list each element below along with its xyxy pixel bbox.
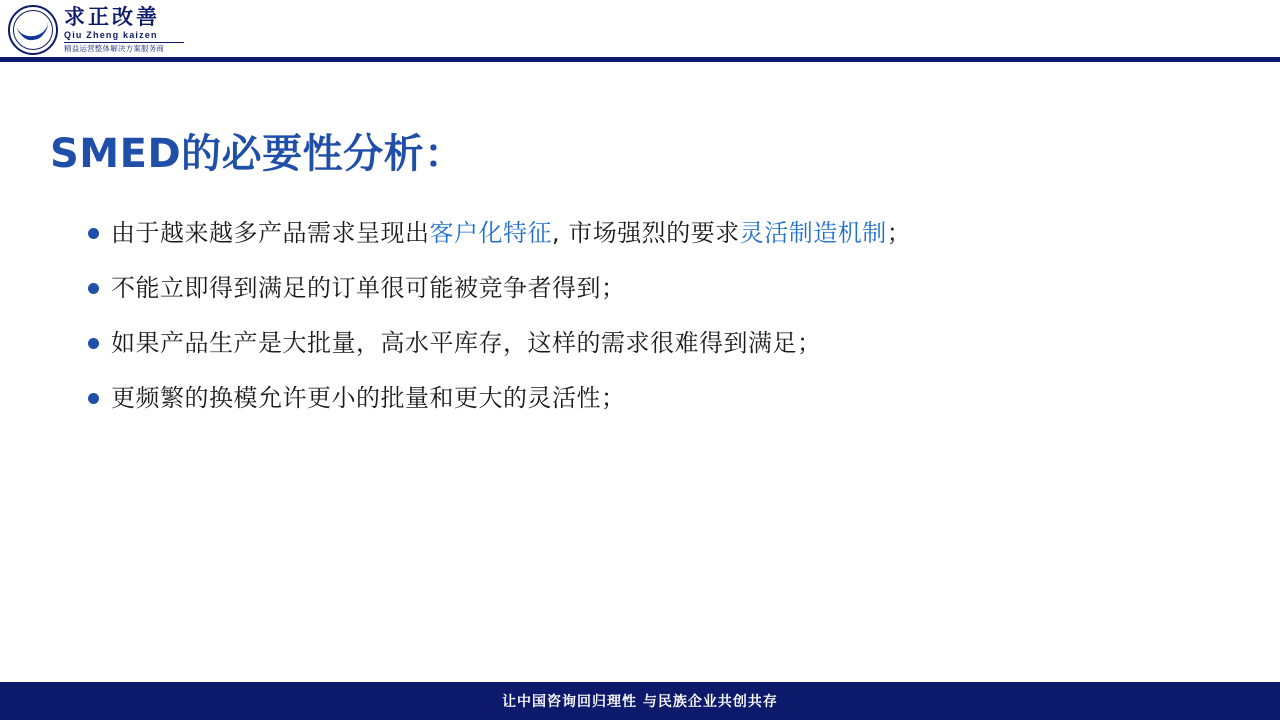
plain-phrase: , 市场强烈的要求 [552,219,740,247]
highlighted-phrase: 客户化特征 [429,219,552,247]
list-item [88,270,1208,306]
slide-title-rest: 的必要性分析： [181,131,465,177]
logo-tagline: 精益运营整体解决方案服务商 [64,44,165,54]
bullet-dot-icon [88,393,99,404]
bullet-text-0 [111,215,911,251]
logo-text-block [64,7,184,53]
plain-phrase: 如果产品生产是大批量，高水平库存，这样的需求很难得到满足； [111,329,822,357]
highlighted-phrase: 灵活制造机制 [739,219,887,247]
list-item [88,380,1208,416]
plain-phrase: ； [886,219,912,247]
slide-header [0,0,1280,62]
slide-title-main: SMED [50,131,182,177]
logo-emblem-icon [8,5,58,55]
bullet-dot-icon [88,283,99,294]
bullet-text-3 [111,380,626,416]
slide-footer [0,682,1280,720]
plain-phrase: 由于越来越多产品需求呈现出 [111,219,430,247]
logo-chinese-name: 求正改善 [64,5,160,30]
list-item [88,325,1208,361]
bullet-text-2 [111,325,822,361]
plain-phrase: 更频繁的换模允许更小的批量和更大的灵活性； [111,384,626,412]
bullet-text-1 [111,270,626,306]
bullet-dot-icon [88,338,99,349]
slide-title [50,122,465,179]
bullet-dot-icon [88,228,99,239]
logo-english-name: Qiu Zheng kaizen [64,31,184,43]
company-logo [8,3,190,57]
bullet-list [88,215,1208,435]
list-item [88,215,1208,251]
footer-slogan: 让中国咨询回归理性 与民族企业共创共存 [502,694,778,710]
plain-phrase: 不能立即得到满足的订单很可能被竞争者得到； [111,274,626,302]
